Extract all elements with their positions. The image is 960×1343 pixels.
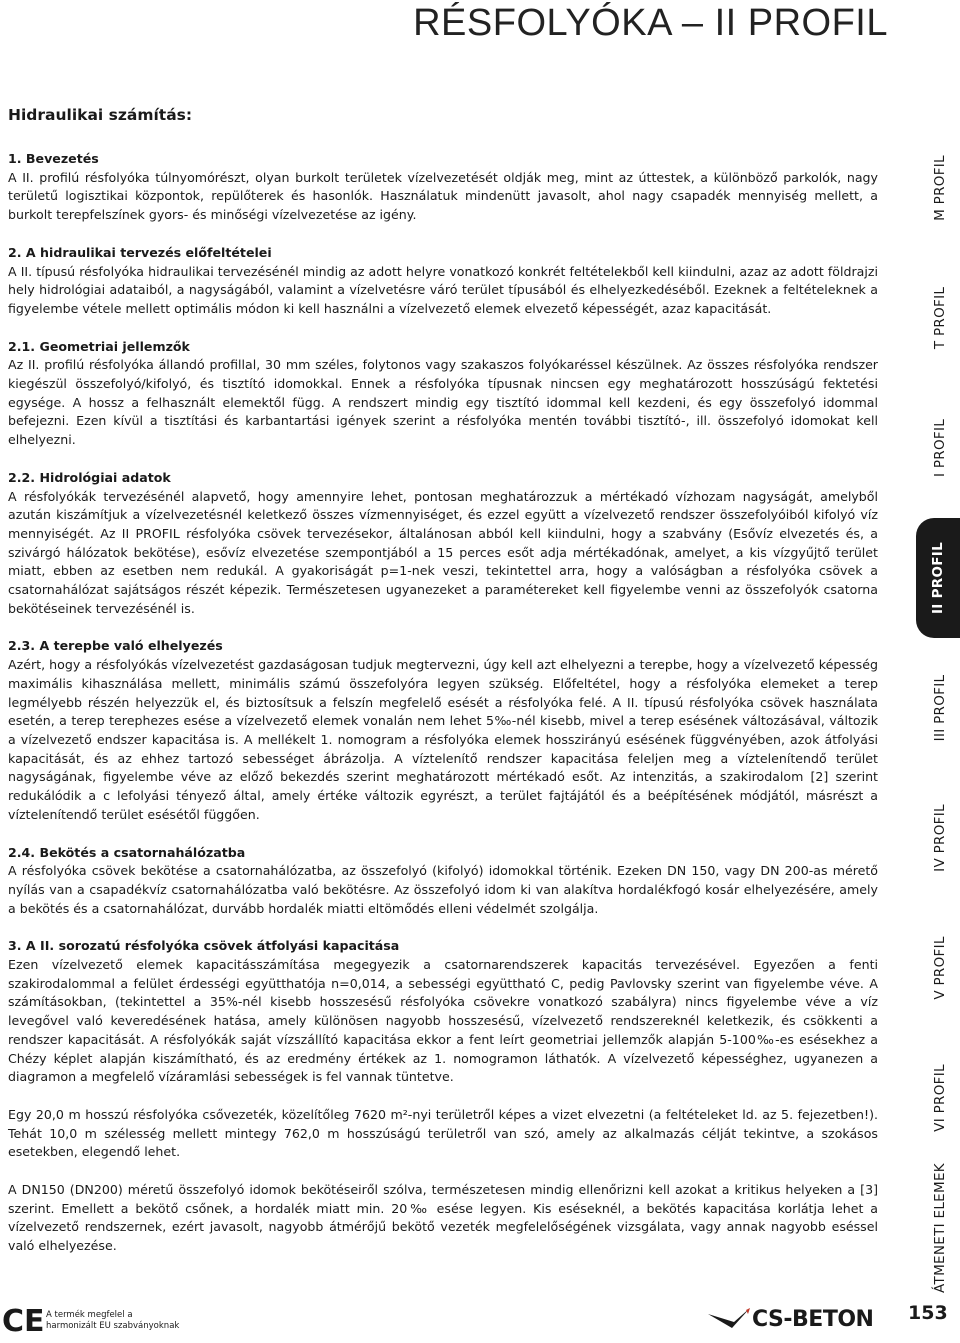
section-hydrology	[8, 469, 878, 619]
subheading: 2.2. Hidrológiai adatok	[8, 469, 171, 485]
tab-vi-profil[interactable]	[920, 1038, 960, 1158]
tab-label: II PROFIL	[930, 541, 946, 615]
tab-atmeneti-elemek[interactable]	[920, 1163, 960, 1293]
ce-mark-icon: CE	[2, 1304, 45, 1339]
paragraph: A résfolyókák tervezésénél alapvető, hogy amennyire lehet, pontosan meghatározzuk a mértékadó vízhozam nagyságát, amelyből azután kiszámítjuk a vízelvezetésnél keletkező összes vízmennyiséget, és ezzel együtt a vízelvezető rendszer összefolyóiból kifolyó víz mennyiségét. Az II PROFIL résfolyóka csövek tervezésekor, általánosan abból kell kiindulni, hogy a szabvány (Esővíz elvezetés és, a szivárgó hálózatok bekötése), esővíz elvezetése szempontjából a 15 perces esőt adja mértékadónak, amelyet, a kis vízgyűjtő terület miatt, ebben az esetben nem redukál. A gyakoriságát p=1-nek veszi, tekintettel arra, hogy a valóságban a résfolyóka csövek a csatornahálózat sajátságos részét képezik. Természetesen ugyanezeket a paramétereket kell figyelembe venni az összefolyók csatorna bekötéseinek tervezésénél is.	[8, 488, 878, 616]
conformity-line: harmonizált EU szabványoknak	[46, 1321, 180, 1331]
tab-label: I PROFIL	[932, 418, 948, 478]
paragraph: Ezen vízelvezető elemek kapacitásszámítása megegyezik a csatornarendszerek kapacitás tervezésével. Egyezően a fenti szakirodalommal a felület érdességi együtthatója n=0,014, a sebességi együttható C, pedig Pavlovsky szerint van figyelembe véve. A számításokban, (tekintettel a 35%-nél kisebb hosszesésű résfolyóka csövekre vonatkozó szabályra) nincs figyelembe véve a víz levegővel való keveredésének hatása, amely különösen nagyobb hosszesésű, vízelvezető rendszereknél keletkezik, és csökkenti a rendszer kapacitását. A résfolyókák saját vízszállító kapacitása ekkor a fent leírt geometriai jellemzők alapján 5-100‰-es esésekhez a Chézy képlet alapján kiszámítható, és az eredmény értékek az 1. nomogramon láthatók. A vízelvezető képességhez, ugyanezen a diagramon a megfelelő vízáramlási sebességek is fel vannak tüntetve.	[8, 957, 878, 1085]
brand-name: CS-BETON	[752, 1306, 874, 1332]
paragraph: A II. típusú résfolyóka hidraulikai tervezésénél mindig az adott helyre vonatkozó konkrét feltételekből kell kiindulni, azaz az adott földrajzi hely hidrológiai adataiból, a nagyságából, valamint a vízelvetésre váró terület típusából és elhelyezkedéséből. Ezeknek a feltételeknek a figyelembe vétele mellett optimális módon ki kell használni a vízelvezető elemek elvezető képességét, azaz kapacitását.	[8, 263, 878, 316]
tab-i-profil[interactable]	[920, 388, 960, 508]
section-intro	[8, 150, 878, 225]
tab-v-profil[interactable]	[920, 908, 960, 1028]
paragraph: Azért, hogy a résfolyókás vízelvezetést gazdaságosan tudjuk megtervezni, úgy kell azt elhelyezni a terepbe, hogy a vízelvezető képesség maximális kihasználása mellett, minimális számú összefolyóra legyen szükség. Előfeltétel, hogy a résfolyóka elemeket a terep legmélyebb részén helyezzük el, és biztosítsuk a felszín megfelelő esését a résfolyóka felé. A II. típusú résfolyóka csövek használata esetén, a terep terephezes esése a vízelvezető elemek vonalán nem lehet 5‰-nél kisebb, mivel a terep esésének változásával, változik a vízelvezető endszer kapacitása is. A mellékelt 1. nomogram a résfolyóka elemek hosszirányú esésének függvényében, azok átfolyási kapacitását, és az ehhez tartozó sebességet ábrázolja. A víztelenítő rendszer kapacitása feleljen meg a víztelenítendő terület nagyságának, figyelembe véve az előző bekezdés szerint meghatározott mértékadó esőt. Az intenzitás, a szakirodalom [2] szerint redukálódik a c lefolyási tényező által, amely értéke változik egyrészt, a terület fajtájától és a beépítésének módjától, másrészt a víztelenítendő terület esésétől függően.	[8, 657, 878, 822]
section-prerequisites	[8, 244, 878, 319]
subheading: 2.1. Geometriai jellemzők	[8, 338, 190, 354]
section-geometry	[8, 338, 878, 450]
connection-check-paragraph	[8, 1181, 878, 1256]
tab-ii-profil[interactable]	[916, 518, 960, 638]
example-paragraph	[8, 1106, 878, 1162]
subheading: 1. Bevezetés	[8, 151, 99, 166]
paragraph: A II. profilú résfolyóka túlnyomórészt, olyan burkolt területek vízelvezetését oldják meg, mint az úttestek, a különböző parkolók, nagy területű logisztikai központok, repülőterek és hasonlók. Használatuk mindenütt javasolt, ahol nagy csapadék mennyiség mellett, a burkolt terepfelszínek gyors- és minőségi vízelvezetése az igény.	[8, 169, 878, 223]
document-body	[8, 106, 878, 1256]
section-connection	[8, 844, 878, 919]
tab-label: VI PROFIL	[932, 1064, 948, 1132]
page-footer	[0, 1300, 960, 1343]
subheading: 2.3. A terepbe való elhelyezés	[8, 638, 223, 654]
tab-m-profil[interactable]	[920, 128, 960, 248]
section-heading: Hidraulikai számítás:	[8, 106, 193, 124]
tab-iv-profil[interactable]	[920, 778, 960, 898]
section-capacity	[8, 937, 878, 1087]
tab-t-profil[interactable]	[920, 258, 960, 378]
paragraph: Egy 20,0 m hosszú résfolyóka csővezeték, közelítőleg 7620 m²-nyi területről képes a vizet elvezetni (a feltételeket ld. az 5. fejezetben!). Tehát 10,0 m szélesség mellett mintegy 762,0 m hosszúságú területről van szó, amely az alkalmazás célját tekintve, a szokásos esetekben, elegendő lehet.	[8, 1106, 878, 1160]
conformity-note	[46, 1310, 179, 1332]
conformity-line: A termék megfelel a	[46, 1310, 133, 1320]
paragraph: Az II. profilú résfolyóka állandó profillal, 30 mm széles, folytonos vagy szakaszos folyókaréssel készülnek. Az összes résfolyóka rendszer kiegészül összefolyó/kifolyó, és tisztító idomokkal. Ennek a résfolyóka típusnak nincsen egy meghatározott hosszúságú fektetési egysége. A hossz a felhasznált elemektől függ. A rendszert mindig egy tisztító idommal kell kezdeni, és egy összefolyó idommal befejezni. Ezen kívül a tisztítási és karbantartási igények szerint a résfolyóka mentén további tisztító-, ill. összefolyó idomokat kell elhelyezni.	[8, 357, 878, 448]
tab-label: III PROFIL	[932, 674, 948, 742]
tab-iii-profil[interactable]	[920, 648, 960, 768]
section-placement	[8, 637, 878, 824]
paragraph: A résfolyóka csövek bekötése a csatornahálózatba, az összefolyó (kifolyó) idomokkal történik. Ezeken DN 150, vagy DN 200-as mérető nyílás van a csapadékvíz csatornahálózatba való bekötésre. Az összefolyó idom ki van alakítva hordalékfogó kosár elhelyezésére, amely a bekötés és a csatornahálózat, durvább hordalék miatti eltömődés elleni védelmét szolgálja.	[8, 863, 878, 916]
subheading: 2.4. Bekötés a csatornahálózatba	[8, 844, 246, 860]
tab-label: V PROFIL	[932, 936, 948, 1000]
brand-logo	[706, 1306, 873, 1332]
page-title: RÉSFOLYÓKA – II PROFIL	[413, 2, 888, 44]
subheading: 2. A hidraulikai tervezés előfeltételei	[8, 244, 272, 260]
tab-label: ÁTMENETI ELEMEK	[932, 1163, 948, 1293]
tab-label: M PROFIL	[932, 155, 948, 221]
profile-nav-sidebar	[920, 128, 960, 1293]
page-number: 153	[908, 1302, 948, 1324]
tab-label: T PROFIL	[932, 286, 948, 350]
logo-swoosh-icon	[706, 1306, 752, 1332]
subheading: 3. A II. sorozatú résfolyóka csövek átfolyási kapacitása	[8, 938, 400, 954]
paragraph: A DN150 (DN200) méretű összefolyó idomok bekötéseiről szólva, természetesen mindig ellenőrizni kell azokat a kritikus helyeken a [3] szerint. Emellett a bekötő csőnek, a hordalék miatt min. 20‰ esése legyen. Kis eséseknél, a bekötés kapacitása korlátja lehet a vízelvezető rendszernek, ezért javasolt, nagyobb átmérőjű bekötő vezeték megfelelőségének vizsgálata, vagy annak nagyobb eséssel való elhelyezése.	[8, 1182, 878, 1254]
tab-label: IV PROFIL	[932, 804, 948, 872]
